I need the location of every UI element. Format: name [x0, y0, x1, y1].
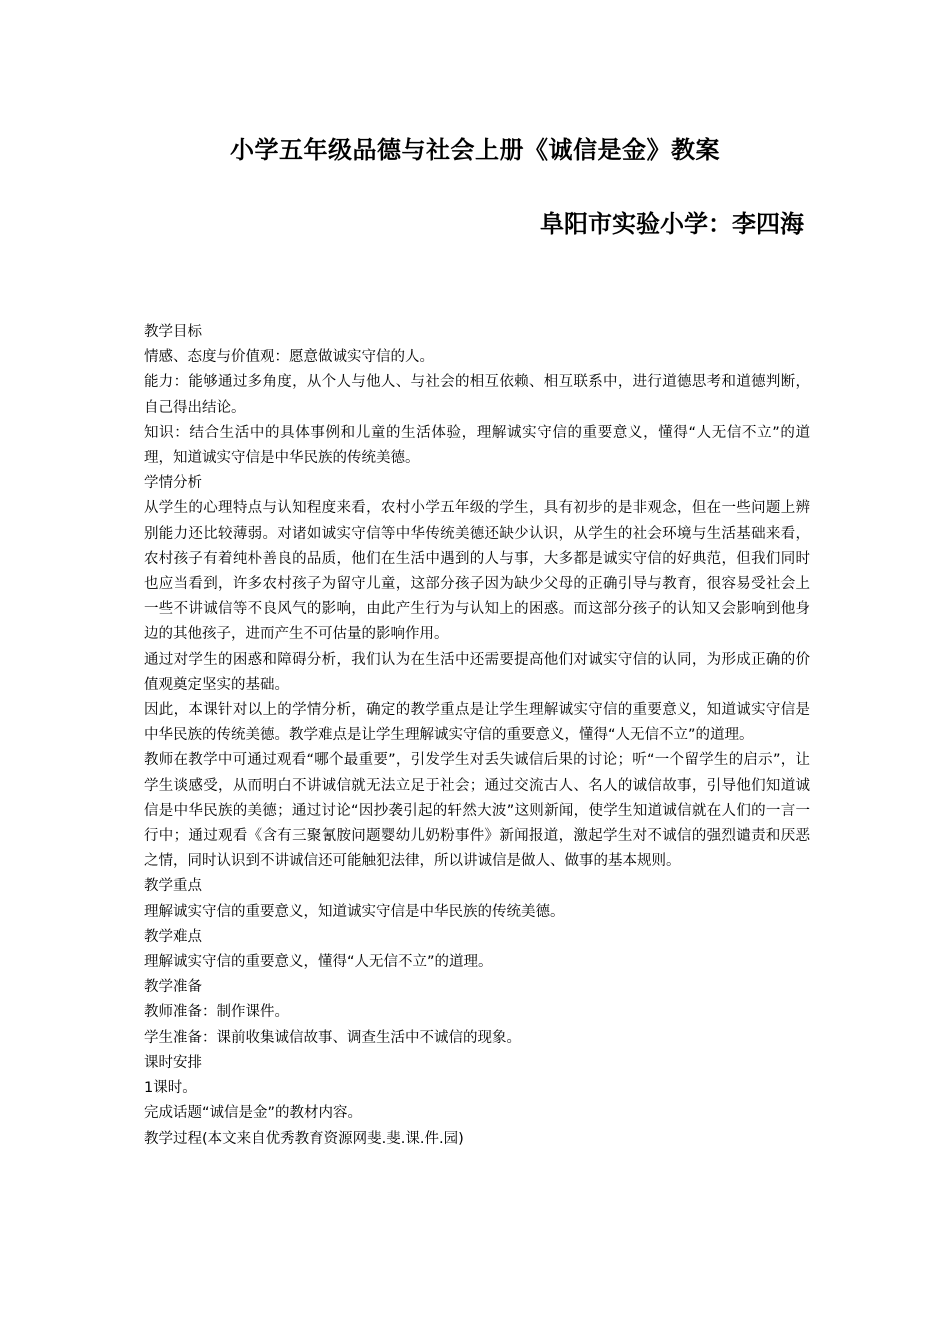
paragraph-difficult-points: 理解诚实守信的重要意义，懂得“人无信不立”的道理。	[144, 954, 493, 971]
paragraph-teacher-preparation: 教师准备：制作课件。	[144, 1004, 289, 1021]
paragraph-student-preparation: 学生准备：课前收集诚信故事、调查生活中不诚信的现象。	[144, 1029, 521, 1046]
heading-difficult-points: 教学难点	[144, 928, 202, 945]
paragraph-emotion-goal: 情感、态度与价值观：愿意做诚实守信的人。	[144, 349, 434, 366]
paragraph-schedule: 1课时。	[144, 1080, 197, 1097]
heading-key-points: 教学重点	[144, 878, 202, 895]
paragraph-key-points: 理解诚实守信的重要意义，知道诚实守信是中华民族的传统美德。	[144, 903, 565, 920]
heading-preparation: 教学准备	[144, 979, 202, 996]
heading-student-analysis: 学情分析	[144, 475, 202, 492]
document-title: 小学五年级品德与社会上册《诚信是金》教案	[230, 135, 720, 164]
heading-teaching-goals: 教学目标	[144, 324, 202, 340]
paragraph-student-analysis: 从学生的心理特点与认知程度来看，农村小学五年级的学生，具有初步的是非观念，但在一些问题上辨别能力还比较薄弱。对诸如诚实守信等中华传统美德还缺少认识，从学生的社会环境与生活基础来看，农村孩子有着纯朴善良的品质，他们在生活中遇到的人与事，大多都是诚实守信的好典范，但我们同时也应当看到，许多农村孩子为留守儿童，这部分孩子因为缺少父母的正确引导与教育，很容易受社会上一些不讲诚信等不良风气的影响，由此产生行为与认知上的困惑。而这部分孩子的认知又会影响到他身边的其他孩子，进而产生不可估量的影响作用。	[144, 500, 810, 643]
document-body	[144, 320, 810, 1152]
paragraph-knowledge-goal: 知识：结合生活中的具体事例和儿童的生活体验，理解诚实守信的重要意义，懂得“人无信不立”的道理，知道诚实守信是中华民族的传统美德。	[144, 424, 810, 467]
paragraph-focus-summary: 因此，本课针对以上的学情分析，确定的教学重点是让学生理解诚实守信的重要意义，知道诚实守信是中华民族的传统美德。教学难点是让学生理解诚实守信的重要意义，懂得“人无信不立”的道理。	[144, 702, 810, 744]
paragraph-ability-goal: 能力：能够通过多角度，从个人与他人、与社会的相互依赖、相互联系中，进行道德思考和道德判断，自己得出结论。	[144, 374, 810, 416]
paragraph-teaching-method: 教师在教学中可通过观看“哪个最重要”，引发学生对丢失诚信后果的讨论；听“一个留学生的启示”，让学生谈感受，从而明白不讲诚信就无法立足于社会；通过交流古人、名人的诚信故事，引导他们知道诚信是中华民族的美德；通过讨论“因抄袭引起的轩然大波”这则新闻，使学生知道诚信就在人们的一言一行中；通过观看《含有三聚氰胺问题婴幼儿奶粉事件》新闻报道，激起学生对不诚信的强烈谴责和厌恶之情，同时认识到不讲诚信还可能触犯法律，所以讲诚信是做人、做事的基本规则。	[144, 752, 810, 870]
heading-teaching-process: 教学过程(本文来自优秀教育资源网斐.斐.课.件.园)	[144, 1130, 464, 1147]
paragraph-topic: 完成话题“诚信是金”的教材内容。	[144, 1105, 363, 1122]
heading-schedule: 课时安排	[144, 1054, 202, 1071]
author-line: 阜阳市实验小学：李四海	[540, 209, 804, 238]
paragraph-obstacle-analysis: 通过对学生的困惑和障碍分析，我们认为在生活中还需要提高他们对诚实守信的认同，为形成正确的价值观奠定坚实的基础。	[144, 651, 810, 693]
